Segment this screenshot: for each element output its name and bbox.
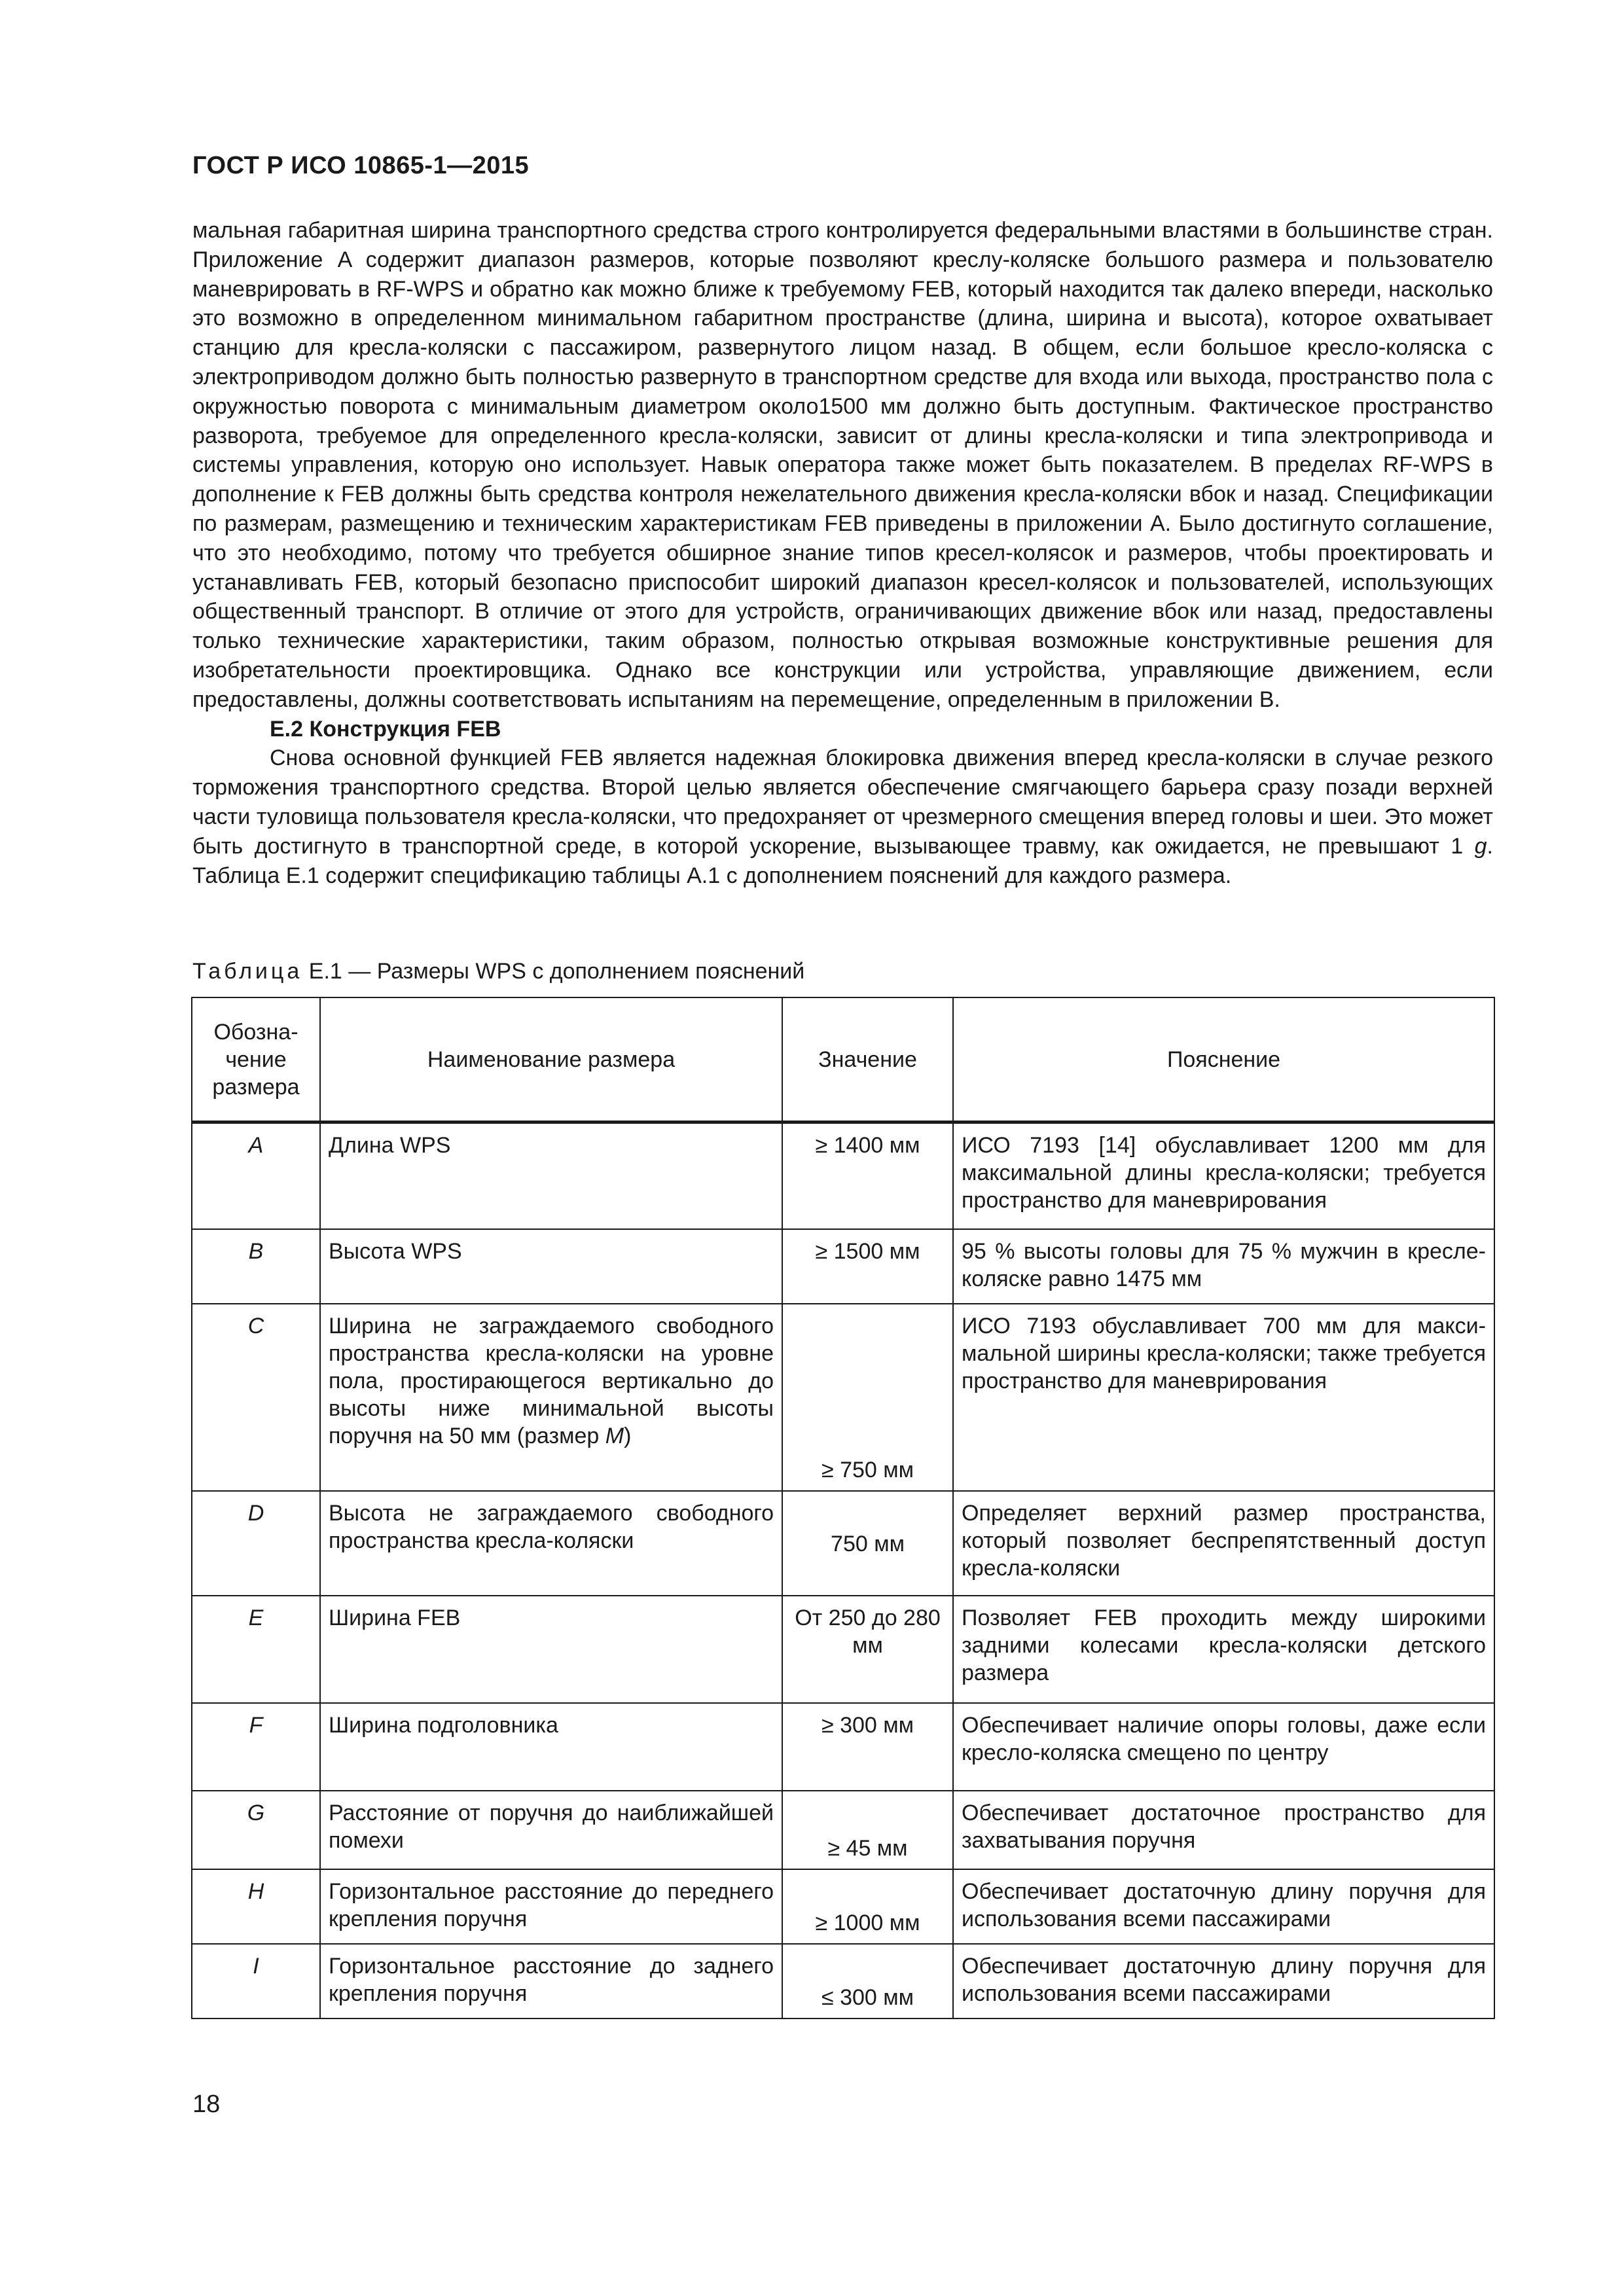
acceleration-unit: g [1474,833,1487,859]
cell-designation: F [192,1703,320,1791]
cell-value: ≥ 1000 мм [782,1869,953,1944]
cell-value: ≥ 1500 мм [782,1229,953,1304]
paragraph-text-part: . Таблица E.1 содержит спецификацию таблицы A.1 с дополнением пояснений для каждого размера. [192,833,1493,888]
cell-name-part: Ширина не заграждаемого свободного пространства кресла-коляски на уровне пола, простирающегося вертикально до высоты ниже минимальной высоты поручня на 50 мм (размер [329,1314,774,1448]
cell-name-part: ) [624,1424,632,1448]
cell-explanation: Обеспечивает достаточную длину поручня для использования всеми пассажирами [953,1944,1494,2018]
table-caption-title: E.1 — Размеры WPS с дополнением пояснений [308,959,805,984]
table-row [192,1596,1494,1703]
table-row [192,1703,1494,1791]
cell-explanation: ИСО 7193 [14] обуславливает 1200 мм для максимальной длины кресла-коляски; требуется пространство для маневрирования [953,1122,1494,1229]
table-row [192,1304,1494,1491]
cell-name: Высота не заграждаемого свободного пространства кресла-коляски [320,1491,782,1596]
body-text [192,216,1493,890]
cell-designation: E [192,1596,320,1703]
cell-value: От 250 до 280 мм [782,1596,953,1703]
cell-name: Высота WPS [320,1229,782,1304]
header-value: Значение [782,997,953,1122]
section-heading: E.2 Конструкция FEB [270,716,501,742]
cell-explanation: Обеспечивает достаточное пространство для захватывания поручня [953,1791,1494,1869]
paragraph-feb-design [192,744,1493,890]
paragraph-continued: мальная габаритная ширина транспортного средства строго контролируется федеральными властями в большинстве стран. Приложение A содержит диапазон размеров, которые позволяют креслу-коляске большого размера и пользователю маневрировать в RF-WPS и обратно как можно ближе к требуемому FEB, который находится так далеко впереди, насколько это возможно в определенном минимальном габаритном пространстве (длина, ширина и высота), которое охватывает станцию для кресла-коляски с пассажиром, развернутого лицом назад. В общем, если большое кресло-коляска с электроприводом должно быть полностью развернуто в транспортном средстве для входа или выхода, пространство пола с окружностью поворота с минимальным диаметром около1500 мм должно быть доступным. Фактическое пространство разворота, требуемое для определенного кресла-коляски, зависит от длины кресла-коляски и типа электропривода и системы управления, которую оно использует. Навык оператора также может быть показателем. В пределах RF-WPS в дополнение к FEB должны быть средства контроля нежелательного движения кресла-коляски вбок и назад. Спецификации по размерам, размещению и техническим характеристикам FEB приведены в приложении A. Было достигнуто соглашение, что это необходимо, потому что требуется обширное знание типов кресел-колясок и размеров, чтобы проектировать и устанавливать FEB, который безопасно приспособит широкий диапазон кресел-колясок и пользователей, использующих общественный транспорт. В отличие от этого для устройств, ограничивающих движение вбок или назад, предоставлены только технические характеристики, таким образом, полностью открывая возможные конструктивные решения для изобретательности проектировщика. Однако все конструкции или устройства, управляющие движением, если предоставлены, должны соответствовать испытаниям на перемещение, определенным в приложении B. [192,218,1493,712]
cell-designation: A [192,1122,320,1229]
cell-designation: C [192,1304,320,1491]
cell-designation: B [192,1229,320,1304]
table-header-row [192,997,1494,1122]
cell-name: Расстояние от поручня до наиближайшей помехи [320,1791,782,1869]
cell-value: ≥ 750 мм [782,1304,953,1491]
cell-designation: G [192,1791,320,1869]
cell-designation: D [192,1491,320,1596]
cell-designation: I [192,1944,320,2018]
table-row [192,1791,1494,1869]
cell-name [320,1304,782,1491]
cell-value: 750 мм [782,1491,953,1596]
header-explanation: Пояснение [953,997,1494,1122]
dimensions-table [191,997,1495,2019]
cell-explanation: ИСО 7193 обуславливает 700 мм для максимальной ширины кресла-коляски; также требуется пространство для маневрирования [953,1304,1494,1491]
table-row [192,1122,1494,1229]
paragraph-text-part: Снова основной функцией FEB является надежная блокировка движения вперед кресла-коляски в случае резкого торможения транспортного средства. Второй целью является обеспечение смягчающего барьера сразу позади верхней части туловища пользователя кресла-коляски, что предохраняет от чрезмерного смещения вперед головы и шеи. Это может быть достигнуто в транспортной среде, в которой ускорение, вызывающее травму, как ожидается, не превышают 1 [192,745,1493,859]
cell-value: ≥ 300 мм [782,1703,953,1791]
cell-name: Ширина FEB [320,1596,782,1703]
cell-value: ≥ 1400 мм [782,1122,953,1229]
table-row [192,1944,1494,2018]
table-row [192,1229,1494,1304]
document-header: ГОСТ Р ИСО 10865-1—2015 [192,152,530,179]
cell-explanation: Обеспечивает наличие опоры головы, даже если кресло-коляска смещено по центру [953,1703,1494,1791]
cell-explanation: Обеспечивает достаточную длину поручня для использования всеми пассажирами [953,1869,1494,1944]
cell-name: Ширина подголовника [320,1703,782,1791]
header-designation: Обозначение размера [192,997,320,1122]
cell-name: Горизонтальное расстояние до заднего крепления поручня [320,1944,782,2018]
dimension-reference: M [605,1424,624,1448]
cell-designation: H [192,1869,320,1944]
table-row [192,1869,1494,1944]
cell-explanation: 95 % высоты головы для 75 % мужчин в кресле-коляске равно 1475 мм [953,1229,1494,1304]
cell-explanation: Позволяет FEB проходить между широкими задними колесами кресла-коляски детского размера [953,1596,1494,1703]
header-name: Наименование размера [320,997,782,1122]
page-number: 18 [192,2090,221,2118]
table-caption-prefix: Таблица [192,959,303,984]
cell-name: Длина WPS [320,1122,782,1229]
cell-explanation: Определяет верхний размер пространства, который позволяет беспрепятственный доступ кресла-коляски [953,1491,1494,1596]
table-row [192,1491,1494,1596]
table-caption [192,957,804,986]
cell-value: ≥ 45 мм [782,1791,953,1869]
cell-name: Горизонтальное расстояние до переднего крепления поручня [320,1869,782,1944]
cell-value: ≤ 300 мм [782,1944,953,2018]
